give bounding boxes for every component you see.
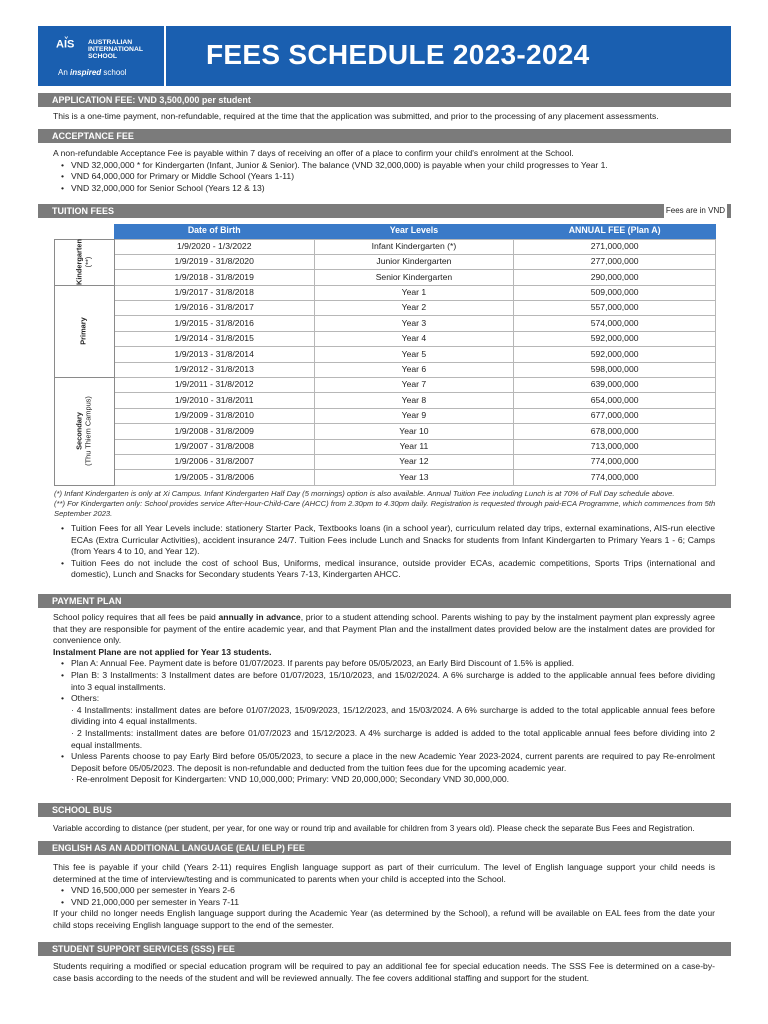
application-fee-text: This is a one-time payment, non-refundable, required at the time that the application was submitted, and prior to the processing of any placement assessments. bbox=[53, 111, 659, 121]
table-row bbox=[55, 393, 716, 408]
payment-plan-heading: PAYMENT PLAN bbox=[38, 594, 731, 608]
date-of-birth-cell: 1/9/2017 - 31/8/2018 bbox=[114, 285, 314, 300]
date-of-birth-cell: 1/9/2013 - 31/8/2014 bbox=[114, 347, 314, 362]
list-item: • Plan A: Annual Fee. Payment date is before 01/07/2023. If parents pay before 05/05/2023, an Early Bird Discount of 1.5% is applied. bbox=[61, 658, 715, 670]
early-bird-list bbox=[53, 751, 715, 774]
column-header: Date of Birth bbox=[114, 224, 314, 239]
date-of-birth-cell: 1/9/2012 - 31/8/2013 bbox=[114, 362, 314, 377]
tuition-notes bbox=[53, 523, 715, 581]
date-of-birth-cell: 1/9/2014 - 31/8/2015 bbox=[114, 331, 314, 346]
annual-fee-cell: 774,000,000 bbox=[514, 470, 716, 485]
eal-list bbox=[53, 885, 715, 908]
four-installments: · 4 Installments: installment dates are before 01/07/2023, 15/09/2023, 15/12/2023, and 15/03/2024. A 6% surcharge is added to the total applicable annual fees before dividing into 4 equal installments. bbox=[71, 704, 715, 727]
annual-fee-cell: 654,000,000 bbox=[514, 393, 716, 408]
year-level-cell: Infant Kindergarten (*) bbox=[314, 239, 514, 254]
table-row bbox=[55, 470, 716, 485]
sss-heading: STUDENT SUPPORT SERVICES (SSS) FEE bbox=[38, 942, 731, 956]
group-column-header bbox=[55, 224, 115, 239]
year-level-cell: Year 10 bbox=[314, 424, 514, 439]
date-of-birth-cell: 1/9/2019 - 31/8/2020 bbox=[114, 254, 314, 269]
list-item: • Tuition Fees for all Year Levels include: stationery Starter Pack, Textbooks loans (in a school year), curriculum related day trips, external examinations, AIS-run elective ECAs (Extra Curricular Activities), accident insurance 24/7. Tuition Fees include Lunch and Snacks for students from Infant Kindergarten to Primary Years 1 - 6; Camps (from Years 4 to 10, and Year 12). bbox=[61, 523, 715, 558]
list-item: • VND 64,000,000 for Primary or Middle School (Years 1-11) bbox=[61, 171, 715, 183]
acceptance-fee-intro: A non-refundable Acceptance Fee is payable within 7 days of receiving an offer of a place to confirm your child's enrolment at the School. bbox=[53, 148, 574, 158]
tuition-fees-table bbox=[54, 224, 716, 486]
date-of-birth-cell: 1/9/2006 - 31/8/2007 bbox=[114, 454, 314, 469]
list-item: • Plan B: 3 Installments: 3 Installment dates are before 01/07/2023, 15/10/2023, and 15/02/2024. A 6% surcharge is added to the applicable annual fees before dividing into 3 equal installments. bbox=[61, 670, 715, 693]
school-bus-text: Variable according to distance (per student, per year, for one way or round trip and available for children from 3 years old). Please check the separate Bus Fees and Registration. bbox=[53, 824, 695, 833]
annual-fee-cell: 271,000,000 bbox=[514, 239, 716, 254]
year-level-cell: Year 9 bbox=[314, 408, 514, 423]
list-item: • VND 16,500,000 per semester in Years 2-6 bbox=[61, 885, 715, 897]
year-level-cell: Year 5 bbox=[314, 347, 514, 362]
eal-section bbox=[53, 862, 715, 932]
annual-fee-cell: 677,000,000 bbox=[514, 408, 716, 423]
date-of-birth-cell: 1/9/2007 - 31/8/2008 bbox=[114, 439, 314, 454]
group-label: Primary bbox=[79, 317, 89, 346]
eal-intro: This fee is payable if your child (Years 2-11) requires English language support as part of their curriculum. The level of English language support your child needs is determined at the time of interview/testing and is communicated to parents when your child is accepted into the School. bbox=[53, 862, 715, 884]
payment-plan-intro: School policy requires that all fees be paid annually in advance, prior to a student attending school. Parents wishing to pay by the instalment payment plan expressly agree that they are responsible for payment of the entire academic year, and that Payment Plan and the installment dates provided below are the instalment dates are provided for convenience only. bbox=[53, 612, 716, 646]
year-level-cell: Year 1 bbox=[314, 285, 514, 300]
year-level-cell: Year 12 bbox=[314, 454, 514, 469]
table-row bbox=[55, 285, 716, 300]
table-row bbox=[55, 270, 716, 285]
ais-logo-icon bbox=[56, 33, 78, 53]
date-of-birth-cell: 1/9/2005 - 31/8/2006 bbox=[114, 470, 314, 485]
school-bus-heading: SCHOOL BUS bbox=[38, 803, 731, 817]
table-row bbox=[55, 378, 716, 393]
annual-fee-cell: 678,000,000 bbox=[514, 424, 716, 439]
re-enrolment-deposit: · Re-enrolment Deposit for Kindergarten: VND 10,000,000; Primary: VND 20,000,000; Secondary VND 30,000,000. bbox=[71, 774, 510, 785]
year-level-cell: Year 4 bbox=[314, 331, 514, 346]
year-level-cell: Year 7 bbox=[314, 378, 514, 393]
logo-mark-text: AIS bbox=[56, 38, 75, 51]
annual-fee-cell: 592,000,000 bbox=[514, 347, 716, 362]
list-item: • Tuition Fees do not include the cost of school Bus, Uniforms, medical insurance, outside provider ECAs, academic competitions, Sports Trips (international and domestic), Lunch and Snacks for Secondary students Years 7-13, Kindergarten AHCC. bbox=[61, 558, 715, 581]
header-banner bbox=[38, 26, 731, 86]
eal-refund: If your child no longer needs English language support during the Academic Year (as determined by the School), a refund will be available on EAL fees from the date your child stops receiving English language support to the end of the semester. bbox=[53, 908, 715, 930]
table-row bbox=[55, 454, 716, 469]
school-logo bbox=[38, 26, 166, 86]
page-title: FEES SCHEDULE 2023-2024 bbox=[206, 39, 590, 70]
acceptance-fee-list bbox=[53, 160, 715, 195]
table-row bbox=[55, 439, 716, 454]
annual-fee-cell: 713,000,000 bbox=[514, 439, 716, 454]
annual-fee-cell: 774,000,000 bbox=[514, 454, 716, 469]
table-row bbox=[55, 301, 716, 316]
annual-fee-cell: 639,000,000 bbox=[514, 378, 716, 393]
table-row bbox=[55, 362, 716, 377]
acceptance-fee-section bbox=[53, 148, 715, 194]
column-header: Year Levels bbox=[314, 224, 514, 239]
year-level-cell: Year 3 bbox=[314, 316, 514, 331]
date-of-birth-cell: 1/9/2016 - 31/8/2017 bbox=[114, 301, 314, 316]
annual-fee-cell: 574,000,000 bbox=[514, 316, 716, 331]
sss-text: Students requiring a modified or special education program will be required to pay an additional fee for special education needs. The SSS Fee is determined on a case-by-case basis according to the needs of the student and will be reviewed annually. The fee covers additional staffing and support for the student. bbox=[53, 961, 715, 983]
annual-fee-cell: 557,000,000 bbox=[514, 301, 716, 316]
group-label-cell bbox=[55, 378, 115, 486]
list-item: • VND 32,000,000 * for Kindergarten (Infant, Junior & Senior). The balance (VND 32,000,000) is payable when your child progresses to Year 1. bbox=[61, 160, 715, 172]
payment-plan-list bbox=[53, 658, 715, 704]
tuition-fees-body bbox=[55, 239, 716, 485]
list-item: • VND 32,000,000 for Senior School (Years 12 & 13) bbox=[61, 183, 715, 195]
table-row bbox=[55, 424, 716, 439]
date-of-birth-cell: 1/9/2020 - 1/3/2022 bbox=[114, 239, 314, 254]
group-label: Kindergarten (**) bbox=[74, 239, 93, 286]
payment-plan-section bbox=[53, 612, 715, 786]
date-of-birth-cell: 1/9/2015 - 31/8/2016 bbox=[114, 316, 314, 331]
group-label: Secondary (Thu Thiem Campus) bbox=[74, 396, 93, 467]
currency-note: Fees are in VND bbox=[664, 204, 727, 218]
column-header: ANNUAL FEE (Plan A) bbox=[514, 224, 716, 239]
table-row bbox=[55, 239, 716, 254]
school-name: AUSTRALIAN INTERNATIONAL SCHOOL bbox=[88, 39, 143, 61]
table-row bbox=[55, 347, 716, 362]
year-level-cell: Year 2 bbox=[314, 301, 514, 316]
list-item: • Unless Parents choose to pay Early Bird before 05/05/2023, to secure a place in the new Academic Year 2023-2024, current parents are required to pay Re-enrolment Deposit before 05/05/2023. The deposit is non-refundable and deducted from the tuition fees due for the upcoming academic year. bbox=[61, 751, 715, 774]
list-item: • VND 21,000,000 per semester in Years 7-11 bbox=[61, 897, 715, 909]
date-of-birth-cell: 1/9/2010 - 31/8/2011 bbox=[114, 393, 314, 408]
acceptance-fee-heading: ACCEPTANCE FEE bbox=[38, 129, 731, 143]
group-label-cell bbox=[55, 239, 115, 285]
year-level-cell: Year 8 bbox=[314, 393, 514, 408]
year-level-cell: Senior Kindergarten bbox=[314, 270, 514, 285]
annual-fee-cell: 592,000,000 bbox=[514, 331, 716, 346]
tuition-fees-title: TUITION FEES bbox=[52, 206, 115, 216]
date-of-birth-cell: 1/9/2018 - 31/8/2019 bbox=[114, 270, 314, 285]
table-row bbox=[55, 331, 716, 346]
school-tagline: An inspired school bbox=[58, 68, 127, 77]
tuition-fees-heading bbox=[38, 204, 731, 218]
year13-note: Instalment Plane are not applied for Year 13 students. bbox=[53, 646, 272, 657]
footnote-infant: (*) Infant Kindergarten is only at Xi Campus. Infant Kindergarten Half Day (5 mornings) option is also available. Annual Tuition Fee including Lunch is at 70% of Full Day schedule above. bbox=[54, 489, 675, 498]
year-level-cell: Year 6 bbox=[314, 362, 514, 377]
year-level-cell: Year 13 bbox=[314, 470, 514, 485]
table-header-row bbox=[55, 224, 716, 239]
footnote-ahcc: (**) For Kindergarten only: School provides service After-Hour-Child-Care (AHCC) from 2.30pm to 4.30pm daily. Registration is requested through paid-ECA Programme, which commences from 5th September 2023. bbox=[54, 498, 716, 518]
two-installments: · 2 Installments: installment dates are before 01/07/2023 and 15/12/2023. A 4% surcharge is added is added to the total applicable annual fees before dividing into 2 equal installments. bbox=[71, 727, 715, 750]
table-row bbox=[55, 408, 716, 423]
table-row bbox=[55, 254, 716, 269]
eal-heading: ENGLISH AS AN ADDITIONAL LANGUAGE (EAL/ IELP) FEE bbox=[38, 841, 731, 855]
list-item: • Others: bbox=[61, 693, 715, 705]
annual-fee-cell: 509,000,000 bbox=[514, 285, 716, 300]
year-level-cell: Year 11 bbox=[314, 439, 514, 454]
tuition-notes-list bbox=[53, 523, 715, 581]
year-level-cell: Junior Kindergarten bbox=[314, 254, 514, 269]
group-label-cell bbox=[55, 285, 115, 377]
date-of-birth-cell: 1/9/2009 - 31/8/2010 bbox=[114, 408, 314, 423]
application-fee-heading: APPLICATION FEE: VND 3,500,000 per student bbox=[38, 93, 731, 107]
annual-fee-cell: 598,000,000 bbox=[514, 362, 716, 377]
date-of-birth-cell: 1/9/2008 - 31/8/2009 bbox=[114, 424, 314, 439]
table-row bbox=[55, 316, 716, 331]
date-of-birth-cell: 1/9/2011 - 31/8/2012 bbox=[114, 378, 314, 393]
tuition-footnote bbox=[54, 489, 718, 519]
annual-fee-cell: 290,000,000 bbox=[514, 270, 716, 285]
annual-fee-cell: 277,000,000 bbox=[514, 254, 716, 269]
